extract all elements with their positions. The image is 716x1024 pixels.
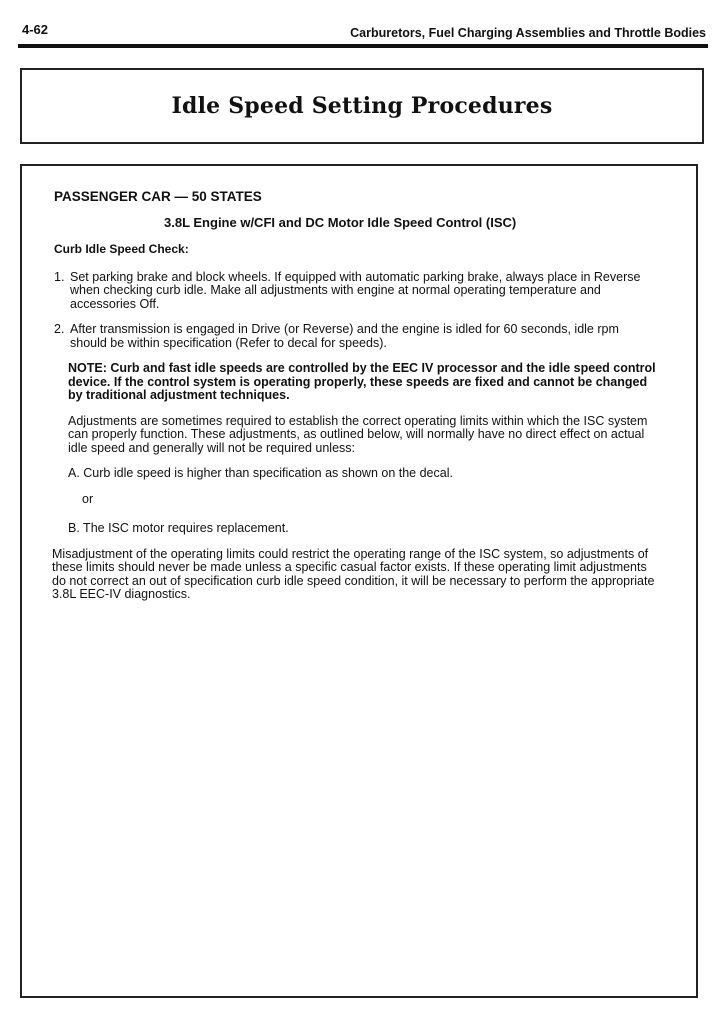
condition-a: A. Curb idle speed is higher than specification as shown on the decal. [68, 466, 453, 480]
content-box [20, 164, 698, 998]
step-number: 1. [54, 269, 65, 284]
step-1 [54, 271, 657, 312]
step-2 [54, 323, 657, 350]
closing-paragraph: Misadjustment of the operating limits could restrict the operating range of the ISC system, so adjustments of these limits should never be made unless a specific casual factor exists. If these operating limit adjustments do not correct an out of specification curb idle speed condition, it will be necessary to perform the appropriate 3.8L EEC-IV diagnostics. [52, 546, 655, 601]
running-title: Carburetors, Fuel Charging Assemblies and Throttle Bodies [350, 26, 706, 40]
step-text: Set parking brake and block wheels. If equipped with automatic parking brake, always place in Reverse when checking curb idle. Make all adjustments with engine at normal operating temperature and accessories Off. [70, 269, 641, 311]
content-body [52, 190, 657, 602]
page-header [18, 20, 708, 48]
step-number: 2. [54, 322, 65, 336]
check-heading: Curb Idle Speed Check: [54, 242, 189, 256]
page-title: Idle Speed Setting Procedures [171, 93, 553, 119]
note-paragraph: NOTE: Curb and fast idle speeds are controlled by the EEC IV processor and the idle speed control device. If the control system is operating properly, these speeds are fixed and cannot be changed by traditional adjustment techniques. [68, 361, 656, 402]
adjustments-paragraph: Adjustments are sometimes required to establish the correct operating limits within which the ISC system can properly function. These adjustments, as outlined below, will normally have no direct effect on actual idle speed and generally will not be required unless: [68, 413, 648, 455]
section-subheading: 3.8L Engine w/CFI and DC Motor Idle Speed Control (ISC) [164, 214, 517, 230]
page-number: 4-62 [22, 22, 49, 37]
section-heading: PASSENGER CAR — 50 STATES [54, 189, 262, 204]
or-text: or [82, 491, 94, 506]
header-rule [18, 44, 708, 48]
condition-b: B. The ISC motor requires replacement. [68, 521, 289, 535]
title-box [20, 68, 704, 144]
step-text: After transmission is engaged in Drive (or Reverse) and the engine is idled for 60 seconds, idle rpm should be within specification (Refer to decal for speeds). [70, 322, 619, 350]
